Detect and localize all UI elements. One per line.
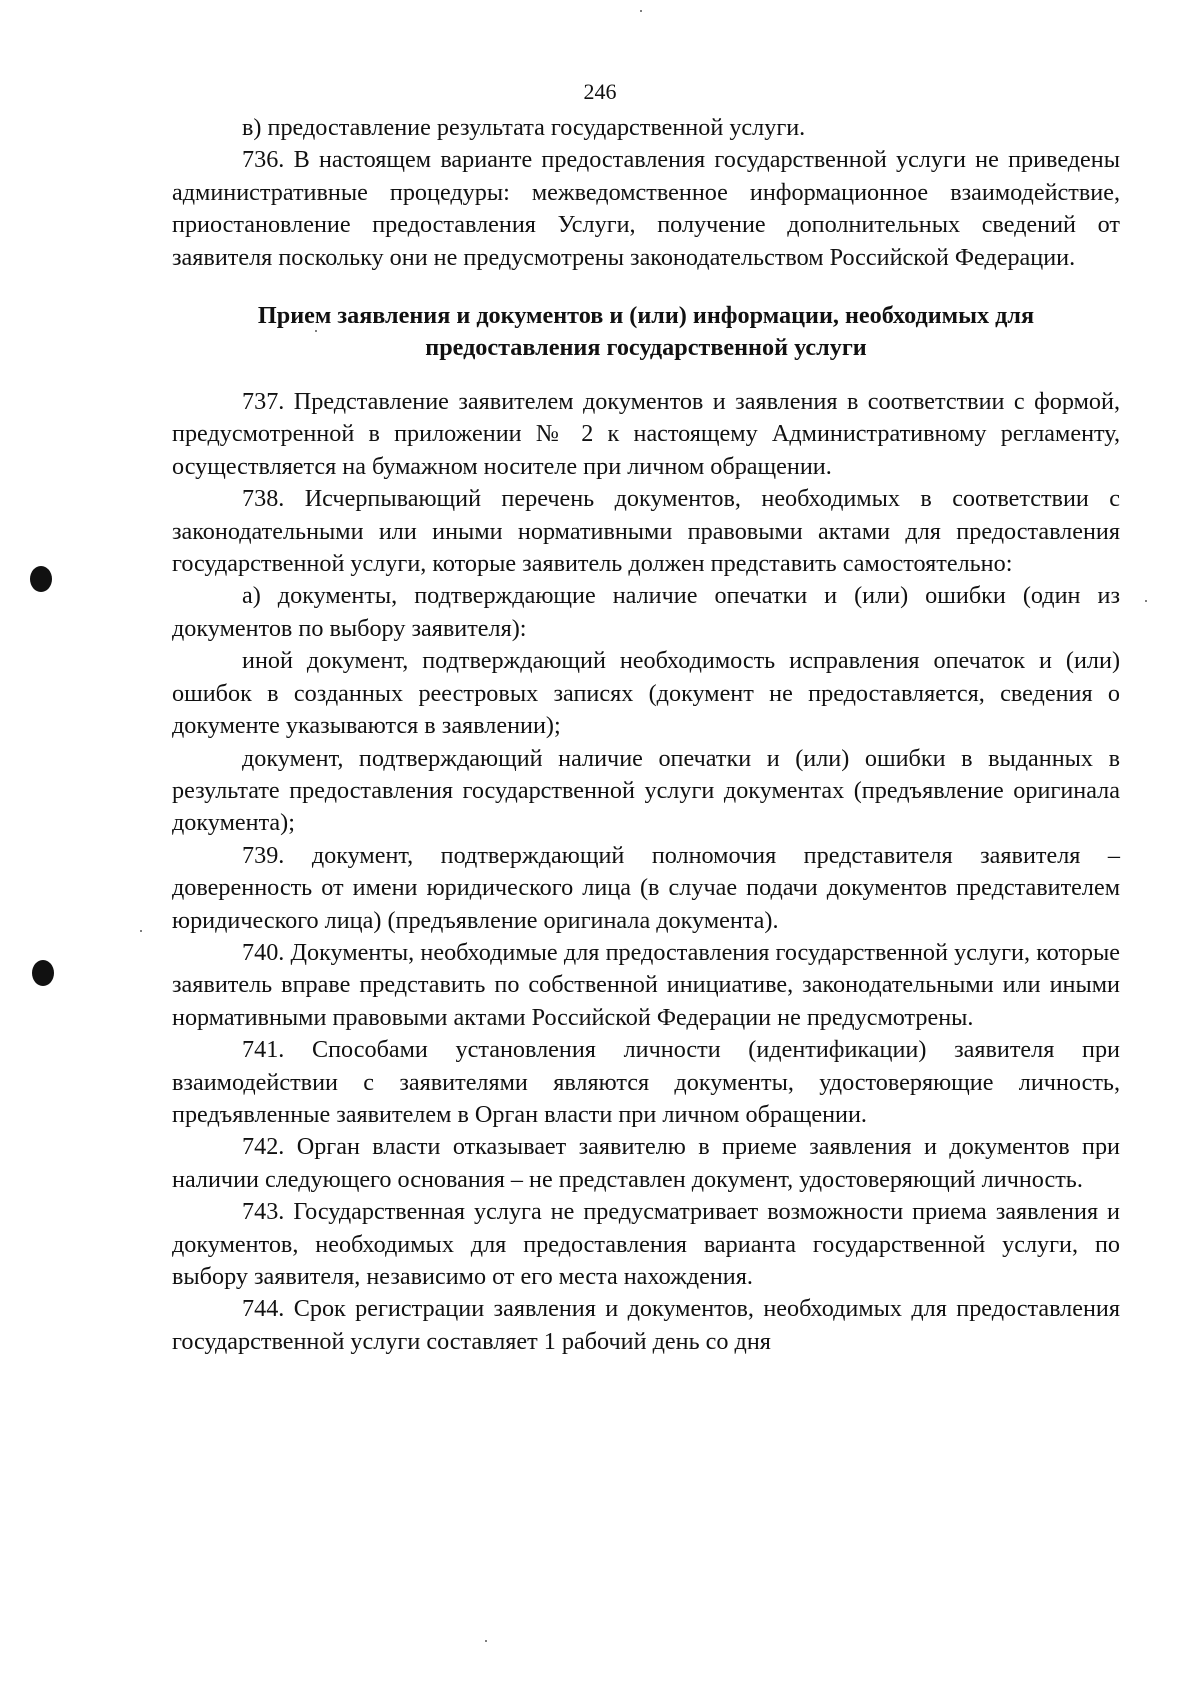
paragraph: 740. Документы, необходимые для предоставления государственной услуги, которые заявитель вправе представить по собственной инициативе, законодательными или иными нормативными правовыми актами Российской Федерации не предусмотрены. bbox=[172, 938, 1120, 1031]
paragraph: 741. Способами установления личности (идентификации) заявителя при взаимодействии с заявителями являются документы, удостоверяющие личность, предъявленные заявителем в Орган власти при личном обращении. bbox=[172, 1036, 1120, 1128]
scan-speck bbox=[485, 1640, 487, 1642]
scan-speck bbox=[140, 930, 142, 932]
paragraph: 742. Орган власти отказывает заявителю в приеме заявления и документов при наличии следующего основания – не представлен документ, удостоверяющий личность. bbox=[172, 1133, 1120, 1193]
paragraph: иной документ, подтверждающий необходимость исправления опечаток и (или) ошибок в созданных реестровых записях (документ не предоставляется, сведения о документе указываются в заявлении); bbox=[172, 647, 1120, 740]
paragraph: а) документы, подтверждающие наличие опечатки и (или) ошибки (один из документов по выбору заявителя): bbox=[172, 582, 1120, 642]
paragraph: 738. Исчерпывающий перечень документов, необходимых в соответствии с законодательными или иными нормативными правовыми актами для предоставления государственной услуги, которые заявитель должен представить самостоятельно: bbox=[172, 485, 1120, 578]
paragraph: 736. В настоящем варианте предоставления государственной услуги не приведены административные процедуры: межведомственное информационное взаимодействие, приостановление предоставления Услуги, получение дополнительных сведений от заявителя поскольку они не предусмотрены законодательством Российской Федерации. bbox=[172, 146, 1120, 271]
scan-speck bbox=[640, 10, 642, 12]
paragraph: 744. Срок регистрации заявления и документов, необходимых для предоставления государственной услуги составляет 1 рабочий день со дня bbox=[172, 1295, 1120, 1355]
paragraph: 737. Представление заявителем документов и заявления в соответствии с формой, предусмотренной в приложении № 2 к настоящему Административному регламенту, осуществляется на бумажном носителе при личном обращении. bbox=[172, 388, 1120, 480]
paragraph: в) предоставление результата государственной услуги. bbox=[242, 114, 806, 141]
punch-hole-top bbox=[30, 566, 52, 592]
heading-line: предоставления государственной услуги bbox=[425, 334, 867, 362]
section-heading bbox=[172, 274, 1120, 386]
page-number: 246 bbox=[583, 79, 617, 104]
paragraph: 743. Государственная услуга не предусматривает возможности приема заявления и документов, необходимых для предоставления варианта государственной услуги, по выбору заявителя, независимо от его места нахождения. bbox=[172, 1198, 1120, 1290]
paragraph: документ, подтверждающий наличие опечатки и (или) ошибки в выданных в результате предоставления государственной услуги документах (предъявление оригинала документа); bbox=[172, 744, 1120, 837]
scan-speck bbox=[1145, 600, 1147, 602]
paragraph: 739. документ, подтверждающий полномочия представителя заявителя – доверенность от имени юридического лица (в случае подачи документов представителем юридического лица) (предъявление оригинала документа). bbox=[172, 841, 1120, 934]
body-text bbox=[172, 112, 1120, 1358]
punch-hole-bottom bbox=[32, 960, 54, 986]
heading-line: Прием заявления и документов и (или) информации, необходимых для bbox=[257, 302, 1035, 330]
